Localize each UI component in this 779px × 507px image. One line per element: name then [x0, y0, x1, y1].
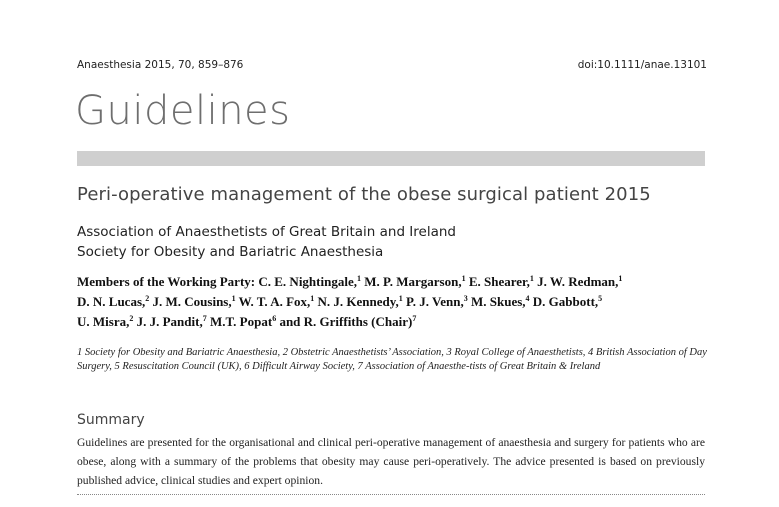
author: D. Gabbott,$^5$ — [532, 294, 603, 309]
doi[interactable]: doi:10.1111/anae.13101 — [577, 59, 707, 71]
author: E. Shearer,$^1$ — [468, 274, 534, 289]
authors-prefix: Members of the Working Party: — [77, 274, 256, 289]
author: C. E. Nightingale,$^1$ — [258, 274, 361, 289]
association-2: Society for Obesity and Bariatric Anaesthesia — [77, 244, 384, 260]
author: M. Skues,$^4$ — [470, 294, 530, 309]
journal-citation: Anaesthesia 2015, 70, 859–876 — [77, 59, 244, 71]
article-title: Peri-operative management of the obese surgical patient 2015 — [77, 184, 651, 205]
title-divider-bar — [77, 151, 705, 166]
dotted-divider — [77, 494, 705, 495]
association-1: Association of Anaesthetists of Great Britain and Ireland — [77, 224, 457, 240]
author: P. J. Venn,$^3$ — [406, 294, 468, 309]
author: D. N. Lucas,$^2$ — [77, 294, 150, 309]
summary-heading: Summary — [77, 412, 145, 428]
author: U. Misra,$^2$ — [77, 314, 134, 329]
author: J. M. Cousins,$^1$ — [152, 294, 236, 309]
author: M. P. Margarson,$^1$ — [364, 274, 466, 289]
author: J. J. Pandit,$^7$ — [136, 314, 207, 329]
author: and R. Griffiths (Chair)$^7$ — [279, 314, 417, 329]
author: J. W. Redman,$^1$ — [537, 274, 623, 289]
affiliations: 1 Society for Obesity and Bariatric Anaesthesia, 2 Obstetric Anaesthetists’ Association, 3 Royal College of Anaesthetists, 4 British Association of Day Surgery, 5 Resuscitation Council (UK), 6 Difficult Airway Society, 7 Association of Anaesthe-tists of Great Britain & Ireland — [77, 347, 707, 372]
section-title: Guidelines — [75, 88, 291, 134]
author: M.T. Popat$^6$ — [209, 314, 277, 329]
summary-text: Guidelines are presented for the organisational and clinical peri-operative management of anaesthesia and surgery for patients who are obese, along with a summary of the problems that obesity may cause peri-operatively. The advice presented is based on previously published advice, clinical studies and expert opinion. — [77, 436, 705, 487]
author: N. J. Kennedy,$^1$ — [317, 294, 403, 309]
author-list — [77, 272, 717, 332]
author: W. T. A. Fox,$^1$ — [238, 294, 315, 309]
